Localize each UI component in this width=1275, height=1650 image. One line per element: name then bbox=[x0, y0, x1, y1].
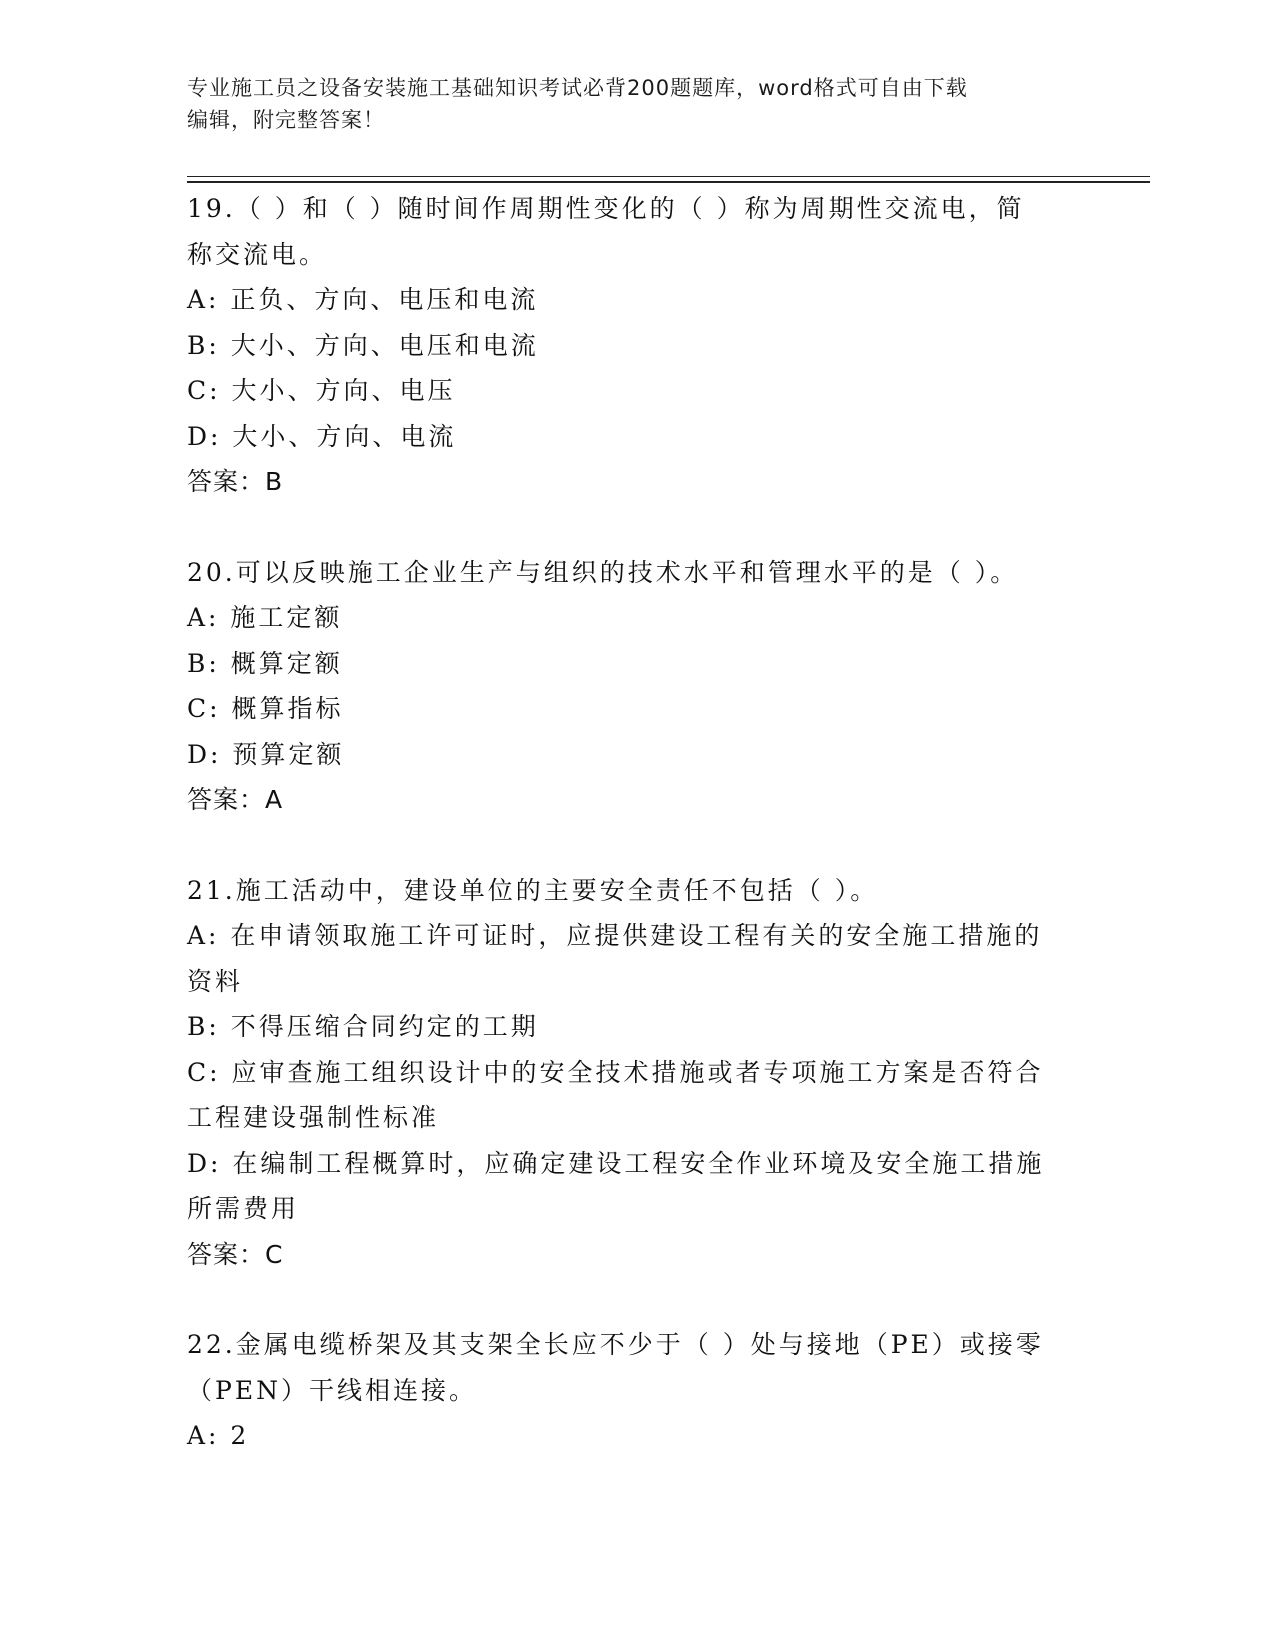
document-header bbox=[187, 72, 1067, 136]
question-list bbox=[187, 186, 1067, 1504]
header-divider-thin bbox=[187, 176, 1150, 177]
answer-label: 答案：C bbox=[187, 1239, 284, 1269]
option-b: B: 不得压缩合同约定的工期 bbox=[187, 1012, 539, 1041]
option-c-continuation: 工程建设强制性标准 bbox=[187, 1103, 440, 1132]
question-19 bbox=[187, 186, 1067, 505]
header-line: 编辑，附完整答案！ bbox=[187, 108, 385, 132]
option-c: C: 大小、方向、电压 bbox=[187, 376, 456, 405]
option-d-continuation: 所需费用 bbox=[187, 1194, 300, 1223]
option-a: A: 正负、方向、电压和电流 bbox=[187, 285, 539, 314]
question-stem-line: 20.可以反映施工企业生产与组织的技术水平和管理水平的是（ ）。 bbox=[187, 557, 1019, 587]
question-stem-line: 22.金属电缆桥架及其支架全长应不少于（ ）处与接地（PE）或接零 bbox=[187, 1330, 1044, 1359]
option-d: D: 大小、方向、电流 bbox=[187, 421, 457, 451]
option-d: D: 在编制工程概算时，应确定建设工程安全作业环境及安全施工措施 bbox=[187, 1148, 1045, 1178]
question-stem-line: （PEN）干线相连接。 bbox=[187, 1375, 477, 1405]
answer-label: 答案：A bbox=[187, 785, 284, 814]
option-a: A: 在申请领取施工许可证时，应提供建设工程有关的安全施工措施的 bbox=[187, 921, 1043, 950]
answer-label: 答案：B bbox=[187, 467, 284, 496]
option-d: D: 预算定额 bbox=[187, 739, 345, 769]
option-a: A: 施工定额 bbox=[187, 603, 343, 632]
question-stem-line: 19.（ ）和（ ）随时间作周期性变化的（ ）称为周期性交流电，简 bbox=[187, 194, 1025, 223]
option-a: A: 2 bbox=[187, 1421, 250, 1450]
option-a-continuation: 资料 bbox=[187, 966, 244, 996]
header-divider-thick bbox=[187, 181, 1150, 183]
option-c: C: 应审查施工组织设计中的安全技术措施或者专项施工方案是否符合 bbox=[187, 1057, 1044, 1087]
question-20 bbox=[187, 550, 1067, 823]
question-stem-line: 称交流电。 bbox=[187, 239, 328, 269]
question-21 bbox=[187, 868, 1067, 1278]
header-line: 专业施工员之设备安装施工基础知识考试必背200题题库，word格式可自由下载 bbox=[187, 76, 968, 100]
option-c: C: 概算指标 bbox=[187, 694, 344, 723]
question-22 bbox=[187, 1322, 1067, 1459]
question-stem-line: 21.施工活动中，建设单位的主要安全责任不包括（ ）。 bbox=[187, 875, 879, 905]
option-b: B: 概算定额 bbox=[187, 648, 343, 678]
option-b: B: 大小、方向、电压和电流 bbox=[187, 330, 539, 360]
